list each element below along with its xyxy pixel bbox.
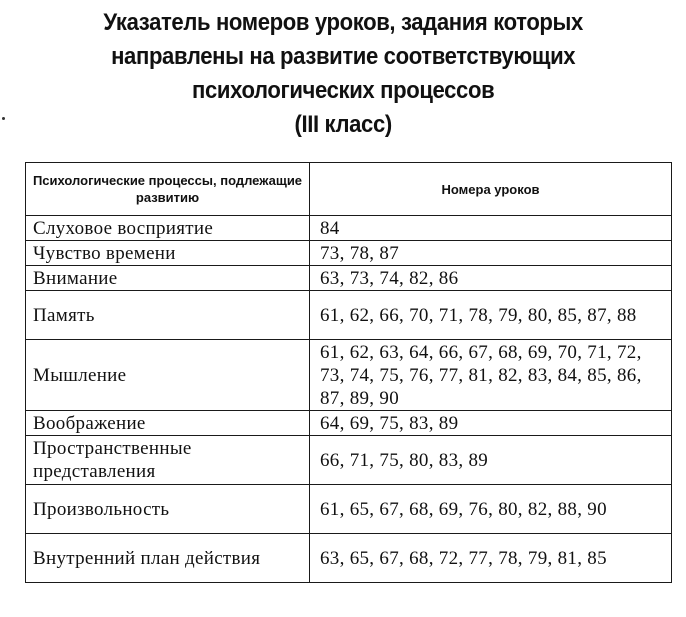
table-header-row (26, 163, 672, 216)
process-cell: Память (26, 291, 310, 340)
table-row (26, 485, 672, 534)
table-row (26, 216, 672, 241)
header-lessons: Номера уроков (310, 163, 672, 216)
lessons-cell: 66, 71, 75, 80, 83, 89 (310, 436, 672, 485)
process-cell: Слуховое восприятие (26, 216, 310, 241)
lessons-cell: 63, 73, 74, 82, 86 (310, 266, 672, 291)
table-row (26, 266, 672, 291)
lessons-cell: 63, 65, 67, 68, 72, 77, 78, 79, 81, 85 (310, 534, 672, 583)
process-cell: Внимание (26, 266, 310, 291)
process-cell: Чувство времени (26, 241, 310, 266)
table-row (26, 411, 672, 436)
table-row (26, 291, 672, 340)
title-line: психологических процессов (192, 77, 495, 104)
lessons-cell: 61, 62, 66, 70, 71, 78, 79, 80, 85, 87, 88 (310, 291, 672, 340)
title-line: Указатель номеров уроков, задания которых (103, 9, 583, 36)
title-line: направлены на развитие соответствующих (111, 43, 576, 70)
lessons-cell: 61, 62, 63, 64, 66, 67, 68, 69, 70, 71, 72, 73, 74, 75, 76, 77, 81, 82, 83, 84, 85, 86, 87, 89, 90 (310, 340, 672, 411)
lessons-cell: 61, 65, 67, 68, 69, 76, 80, 82, 88, 90 (310, 485, 672, 534)
table-row (26, 436, 672, 485)
process-cell: Внутренний план действия (26, 534, 310, 583)
lessons-cell: 64, 69, 75, 83, 89 (310, 411, 672, 436)
lessons-cell: 73, 78, 87 (310, 241, 672, 266)
process-cell: Воображение (26, 411, 310, 436)
table-row (26, 534, 672, 583)
header-process: Психологические процессы, подлежащие развитию (26, 163, 310, 216)
table-row (26, 340, 672, 411)
process-cell: Произвольность (26, 485, 310, 534)
table-row (26, 241, 672, 266)
lessons-cell: 84 (310, 216, 672, 241)
title-grade-line: (III класс) (294, 111, 392, 138)
lesson-index-table (25, 162, 672, 583)
process-cell: Мышление (26, 340, 310, 411)
scan-speck (2, 117, 5, 120)
process-cell: Пространственные представления (26, 436, 310, 485)
page-title (28, 6, 659, 142)
